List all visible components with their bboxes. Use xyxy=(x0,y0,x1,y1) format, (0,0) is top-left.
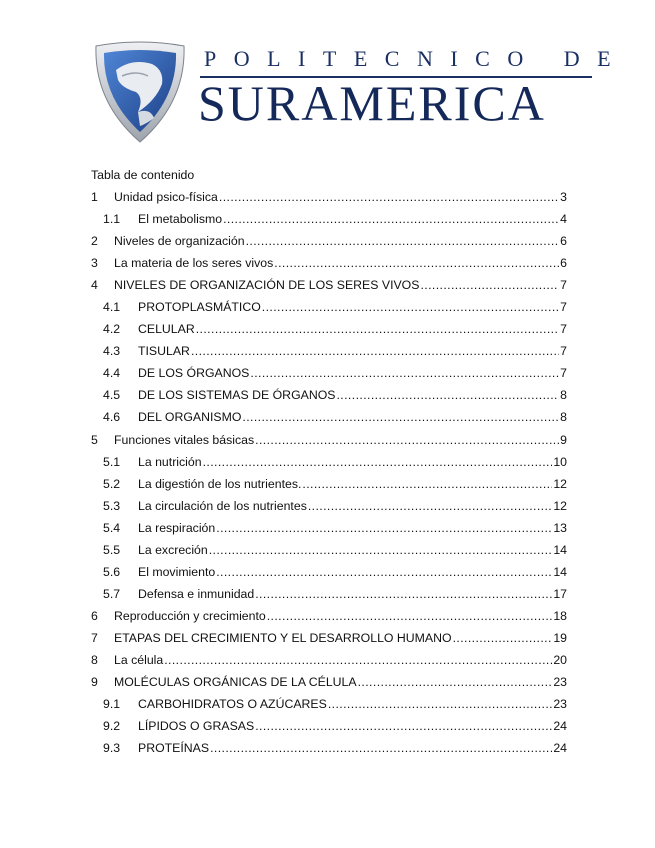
toc-entry-page: 7 xyxy=(560,344,567,359)
toc-dot-leader xyxy=(223,208,559,230)
toc-entry-page: 8 xyxy=(560,388,567,403)
toc-dot-leader xyxy=(255,429,559,451)
table-of-contents xyxy=(91,164,567,759)
toc-dot-leader xyxy=(219,186,559,208)
toc-entry-label: La excreción xyxy=(138,542,208,557)
toc-entry-page: 14 xyxy=(553,542,567,557)
toc-entry-number: 4.4 xyxy=(103,366,121,381)
toc-entry-page: 24 xyxy=(553,719,567,734)
toc-entry-label: La circulación de los nutrientes xyxy=(138,498,307,513)
toc-entry[interactable] xyxy=(91,186,567,208)
toc-entry[interactable] xyxy=(91,649,567,671)
toc-entry-label: La nutrición xyxy=(138,454,202,469)
toc-entry-page: 4 xyxy=(560,212,567,227)
toc-entry-label: Defensa e inmunidad xyxy=(138,586,255,601)
toc-dot-leader xyxy=(308,495,552,517)
toc-entry-page: 7 xyxy=(560,300,567,315)
toc-dot-leader xyxy=(267,605,553,627)
toc-entry-page: 12 xyxy=(553,476,567,491)
toc-entry-label: CELULAR xyxy=(138,322,195,337)
toc-dot-leader xyxy=(209,539,553,561)
toc-entry[interactable] xyxy=(91,715,567,737)
toc-dot-leader xyxy=(255,583,552,605)
toc-entry-number: 4.3 xyxy=(103,344,121,359)
toc-entry-label: La respiración xyxy=(138,520,216,535)
toc-dot-leader xyxy=(274,252,559,274)
toc-dot-leader xyxy=(420,274,559,296)
toc-entry-page: 7 xyxy=(560,322,567,337)
toc-entry[interactable] xyxy=(91,230,567,252)
toc-entry-label: Unidad psico-física xyxy=(114,190,218,204)
toc-dot-leader xyxy=(302,473,552,495)
toc-entry-page: 9 xyxy=(560,432,567,447)
toc-entry-page: 23 xyxy=(553,675,567,690)
toc-entry[interactable] xyxy=(91,539,567,561)
toc-entry-label: DE LOS ÓRGANOS xyxy=(138,366,250,381)
toc-entry-number: 5.4 xyxy=(103,520,121,535)
toc-entry-number: 7 xyxy=(91,630,98,645)
toc-entry-label: La materia de los seres vivos xyxy=(114,256,274,271)
toc-entry-label: DE LOS SISTEMAS DE ÓRGANOS xyxy=(138,388,336,403)
toc-dot-leader xyxy=(242,406,559,428)
toc-entry-page: 3 xyxy=(560,190,567,204)
toc-entry-number: 3 xyxy=(91,256,98,271)
toc-entry-label: La célula xyxy=(114,652,164,667)
toc-entry-number: 9 xyxy=(91,675,98,690)
toc-entry-label: ETAPAS DEL CRECIMIENTO Y EL DESARROLLO HUMANO xyxy=(114,630,452,645)
toc-entry-number: 9.2 xyxy=(103,719,121,734)
toc-entry-label: El metabolismo xyxy=(138,212,223,227)
toc-entry-label: MOLÉCULAS ORGÁNICAS DE LA CÉLULA xyxy=(114,675,357,690)
toc-dot-leader xyxy=(328,693,553,715)
toc-entry-number: 1.1 xyxy=(103,212,121,227)
toc-entry-label: CARBOHIDRATOS O AZÚCARES xyxy=(138,697,327,712)
toc-entry[interactable] xyxy=(91,362,567,384)
toc-entry[interactable] xyxy=(91,561,567,583)
toc-entry-page: 7 xyxy=(560,366,567,381)
toc-dot-leader xyxy=(216,561,552,583)
toc-entry-label: TISULAR xyxy=(138,344,190,359)
toc-entry-page: 12 xyxy=(553,498,567,513)
toc-entry-page: 17 xyxy=(553,586,567,601)
toc-entry-number: 5.1 xyxy=(103,454,121,469)
toc-entry-page: 6 xyxy=(560,256,567,271)
toc-entry[interactable] xyxy=(91,737,567,759)
toc-entry[interactable] xyxy=(91,252,567,274)
toc-entry-number: 8 xyxy=(91,652,98,667)
toc-entry[interactable] xyxy=(91,340,567,362)
toc-dot-leader xyxy=(358,671,553,693)
toc-entry-number: 6 xyxy=(91,608,98,623)
toc-entry-page: 14 xyxy=(553,564,567,579)
toc-entry-page: 7 xyxy=(560,278,567,293)
toc-entry-number: 1 xyxy=(91,190,98,204)
toc-entry-label: PROTEÍNAS xyxy=(138,741,210,756)
toc-entry-number: 4.5 xyxy=(103,388,121,403)
toc-entry[interactable] xyxy=(91,296,567,318)
toc-entry-page: 13 xyxy=(553,520,567,535)
toc-dot-leader xyxy=(216,517,552,539)
toc-entry-number: 5.5 xyxy=(103,542,121,557)
toc-entry-number: 5.3 xyxy=(103,498,121,513)
toc-entry-number: 2 xyxy=(91,234,98,249)
toc-entry-label: LÍPIDOS O GRASAS xyxy=(138,719,255,734)
toc-entry-label: Reproducción y crecimiento xyxy=(114,608,266,623)
toc-dot-leader xyxy=(255,715,552,737)
toc-entry-page: 20 xyxy=(553,652,567,667)
toc-dot-leader xyxy=(191,340,559,362)
toc-entry-label: Niveles de organización xyxy=(114,234,245,249)
toc-entry-page: 6 xyxy=(560,234,567,249)
toc-entry-number: 5.6 xyxy=(103,564,121,579)
toc-dot-leader xyxy=(250,362,559,384)
toc-entry[interactable] xyxy=(91,318,567,340)
toc-entry-number: 4.2 xyxy=(103,322,121,337)
toc-dot-leader xyxy=(164,649,552,671)
toc-entry-number: 4 xyxy=(91,278,98,293)
toc-entry[interactable] xyxy=(91,429,567,451)
toc-entry[interactable] xyxy=(91,451,567,473)
toc-dot-leader xyxy=(453,627,553,649)
toc-entry-number: 9.3 xyxy=(103,741,121,756)
toc-entry[interactable] xyxy=(91,671,567,693)
toc-title: Tabla de contenido xyxy=(91,168,195,182)
toc-entry-page: 8 xyxy=(560,410,567,425)
toc-entry[interactable] xyxy=(91,627,567,649)
toc-entry-label: DEL ORGANISMO xyxy=(138,410,242,425)
toc-entry-page: 10 xyxy=(553,454,567,469)
toc-entries xyxy=(91,186,567,759)
toc-entry-label: NIVELES DE ORGANIZACIÓN DE LOS SERES VIVOS xyxy=(114,278,420,293)
toc-entry-page: 18 xyxy=(553,608,567,623)
toc-entry[interactable] xyxy=(91,208,567,230)
toc-dot-leader xyxy=(196,318,559,340)
toc-entry[interactable] xyxy=(91,583,567,605)
toc-entry-number: 5 xyxy=(91,432,98,447)
toc-entry[interactable] xyxy=(91,517,567,539)
toc-entry[interactable] xyxy=(91,406,567,428)
toc-entry-number: 5.7 xyxy=(103,586,121,601)
toc-dot-leader xyxy=(262,296,559,318)
toc-entry[interactable] xyxy=(91,274,567,296)
toc-dot-leader xyxy=(246,230,560,252)
toc-entry-label: Funciones vitales básicas xyxy=(114,432,255,447)
toc-entry-page: 23 xyxy=(553,697,567,712)
toc-entry[interactable] xyxy=(91,693,567,715)
brand-main-text: SURAMERICA xyxy=(198,75,546,131)
toc-dot-leader xyxy=(210,737,552,759)
toc-entry-label: PROTOPLASMÁTICO xyxy=(138,300,261,315)
toc-entry-number: 5.2 xyxy=(103,476,121,491)
toc-entry[interactable] xyxy=(91,384,567,406)
toc-entry-label: La digestión de los nutrientes. xyxy=(138,476,302,491)
toc-dot-leader xyxy=(336,384,559,406)
toc-dot-leader xyxy=(203,451,553,473)
document-header xyxy=(92,40,629,150)
toc-entry-page: 19 xyxy=(553,630,567,645)
brand-top-text: POLITECNICO DE xyxy=(204,46,629,71)
toc-entry-label: El movimiento xyxy=(138,564,216,579)
toc-entry-number: 4.1 xyxy=(103,300,121,315)
toc-entry-number: 9.1 xyxy=(103,697,121,712)
toc-entry[interactable] xyxy=(91,473,567,495)
toc-entry[interactable] xyxy=(91,605,567,627)
toc-entry-page: 24 xyxy=(553,741,567,756)
toc-entry[interactable] xyxy=(91,495,567,517)
toc-entry-number: 4.6 xyxy=(103,410,121,425)
shield-logo-icon xyxy=(92,40,188,144)
